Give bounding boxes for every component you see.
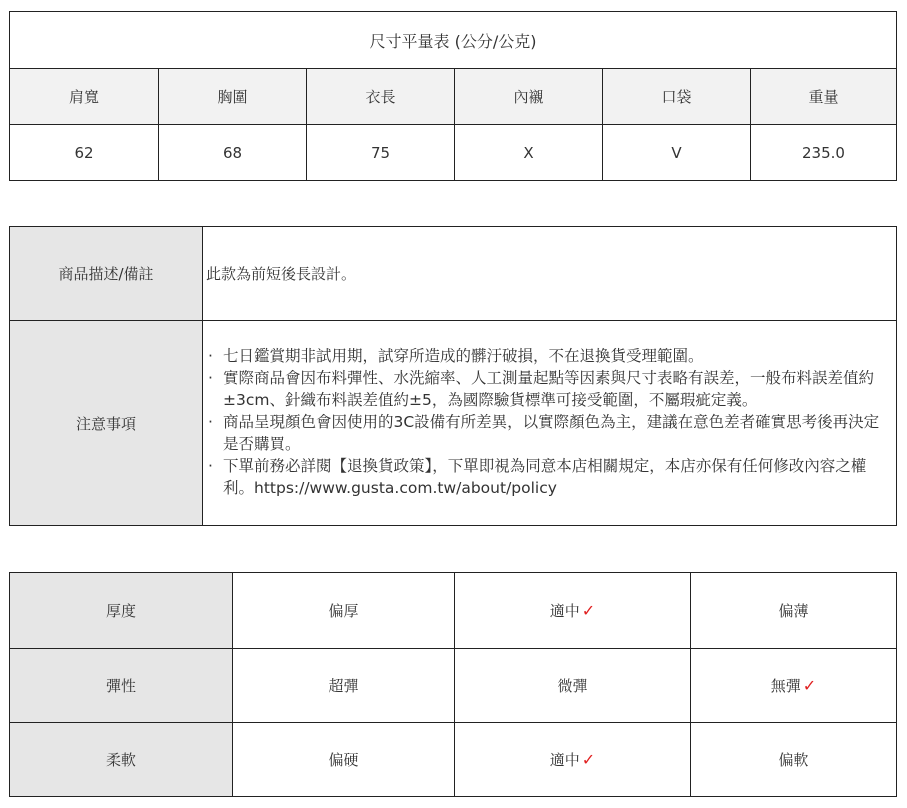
size-value-chest: 68: [158, 124, 306, 180]
note-item: · 七日鑑賞期非試用期，試穿所造成的髒汙破損，不在退換貨受理範圍。: [203, 345, 891, 367]
fabric-option: 偏薄: [690, 573, 896, 648]
size-value-shoulder: 62: [10, 124, 158, 180]
fabric-label-elasticity: 彈性: [10, 648, 232, 722]
fabric-option: 偏厚: [232, 573, 454, 648]
note-item: · 商品呈現顏色會因使用的3C設備有所差異，以實際顏色為主，建議在意色差者確實思考後再決定是否購買。: [203, 411, 891, 455]
description-text: 此款為前短後長設計。: [206, 265, 357, 283]
size-table-title: 尺寸平量表 (公分/公克): [369, 31, 537, 51]
note-item: · 實際商品會因布料彈性、水洗縮率、人工測量起點等因素與尺寸表略有誤差，一般布料誤差值約±3cm、針織布料誤差值約±5，為國際驗貨標準可接受範圍，不屬瑕疵定義。: [203, 367, 891, 411]
fabric-label-softness: 柔軟: [10, 722, 232, 796]
size-header-lining: 內襯: [454, 68, 602, 124]
notes-content: [203, 345, 891, 499]
check-icon: ✓: [581, 601, 596, 620]
fabric-table: [9, 572, 897, 797]
fabric-label-thickness: 厚度: [10, 573, 232, 648]
fabric-option: 偏軟: [690, 722, 896, 796]
size-value-pocket: V: [602, 124, 750, 180]
notes-list: [203, 345, 891, 499]
size-value-weight: 235.0: [750, 124, 896, 180]
size-value-lining: X: [454, 124, 602, 180]
fabric-option: 超彈: [232, 648, 454, 722]
check-icon: ✓: [802, 676, 817, 695]
size-header-length: 衣長: [306, 68, 454, 124]
fabric-option: 適中 ✓: [454, 722, 690, 796]
size-header-weight: 重量: [750, 68, 896, 124]
fabric-option: 無彈 ✓: [690, 648, 896, 722]
description-table: [9, 226, 897, 526]
description-label: 商品描述/備註: [10, 227, 202, 320]
note-item: · 下單前務必詳閱【退換貨政策】，下單即視為同意本店相關規定，本店亦保有任何修改內容之權利。https://www.gusta.com.tw/about/policy: [203, 455, 891, 499]
fabric-option: 適中 ✓: [454, 573, 690, 648]
size-table: [9, 11, 897, 181]
check-icon: ✓: [581, 750, 596, 769]
size-value-length: 75: [306, 124, 454, 180]
size-header-chest: 胸圍: [158, 68, 306, 124]
size-header-shoulder: 肩寬: [10, 68, 158, 124]
size-header-pocket: 口袋: [602, 68, 750, 124]
fabric-option: 微彈: [454, 648, 690, 722]
fabric-option: 偏硬: [232, 722, 454, 796]
notes-label: 注意事項: [10, 320, 202, 525]
